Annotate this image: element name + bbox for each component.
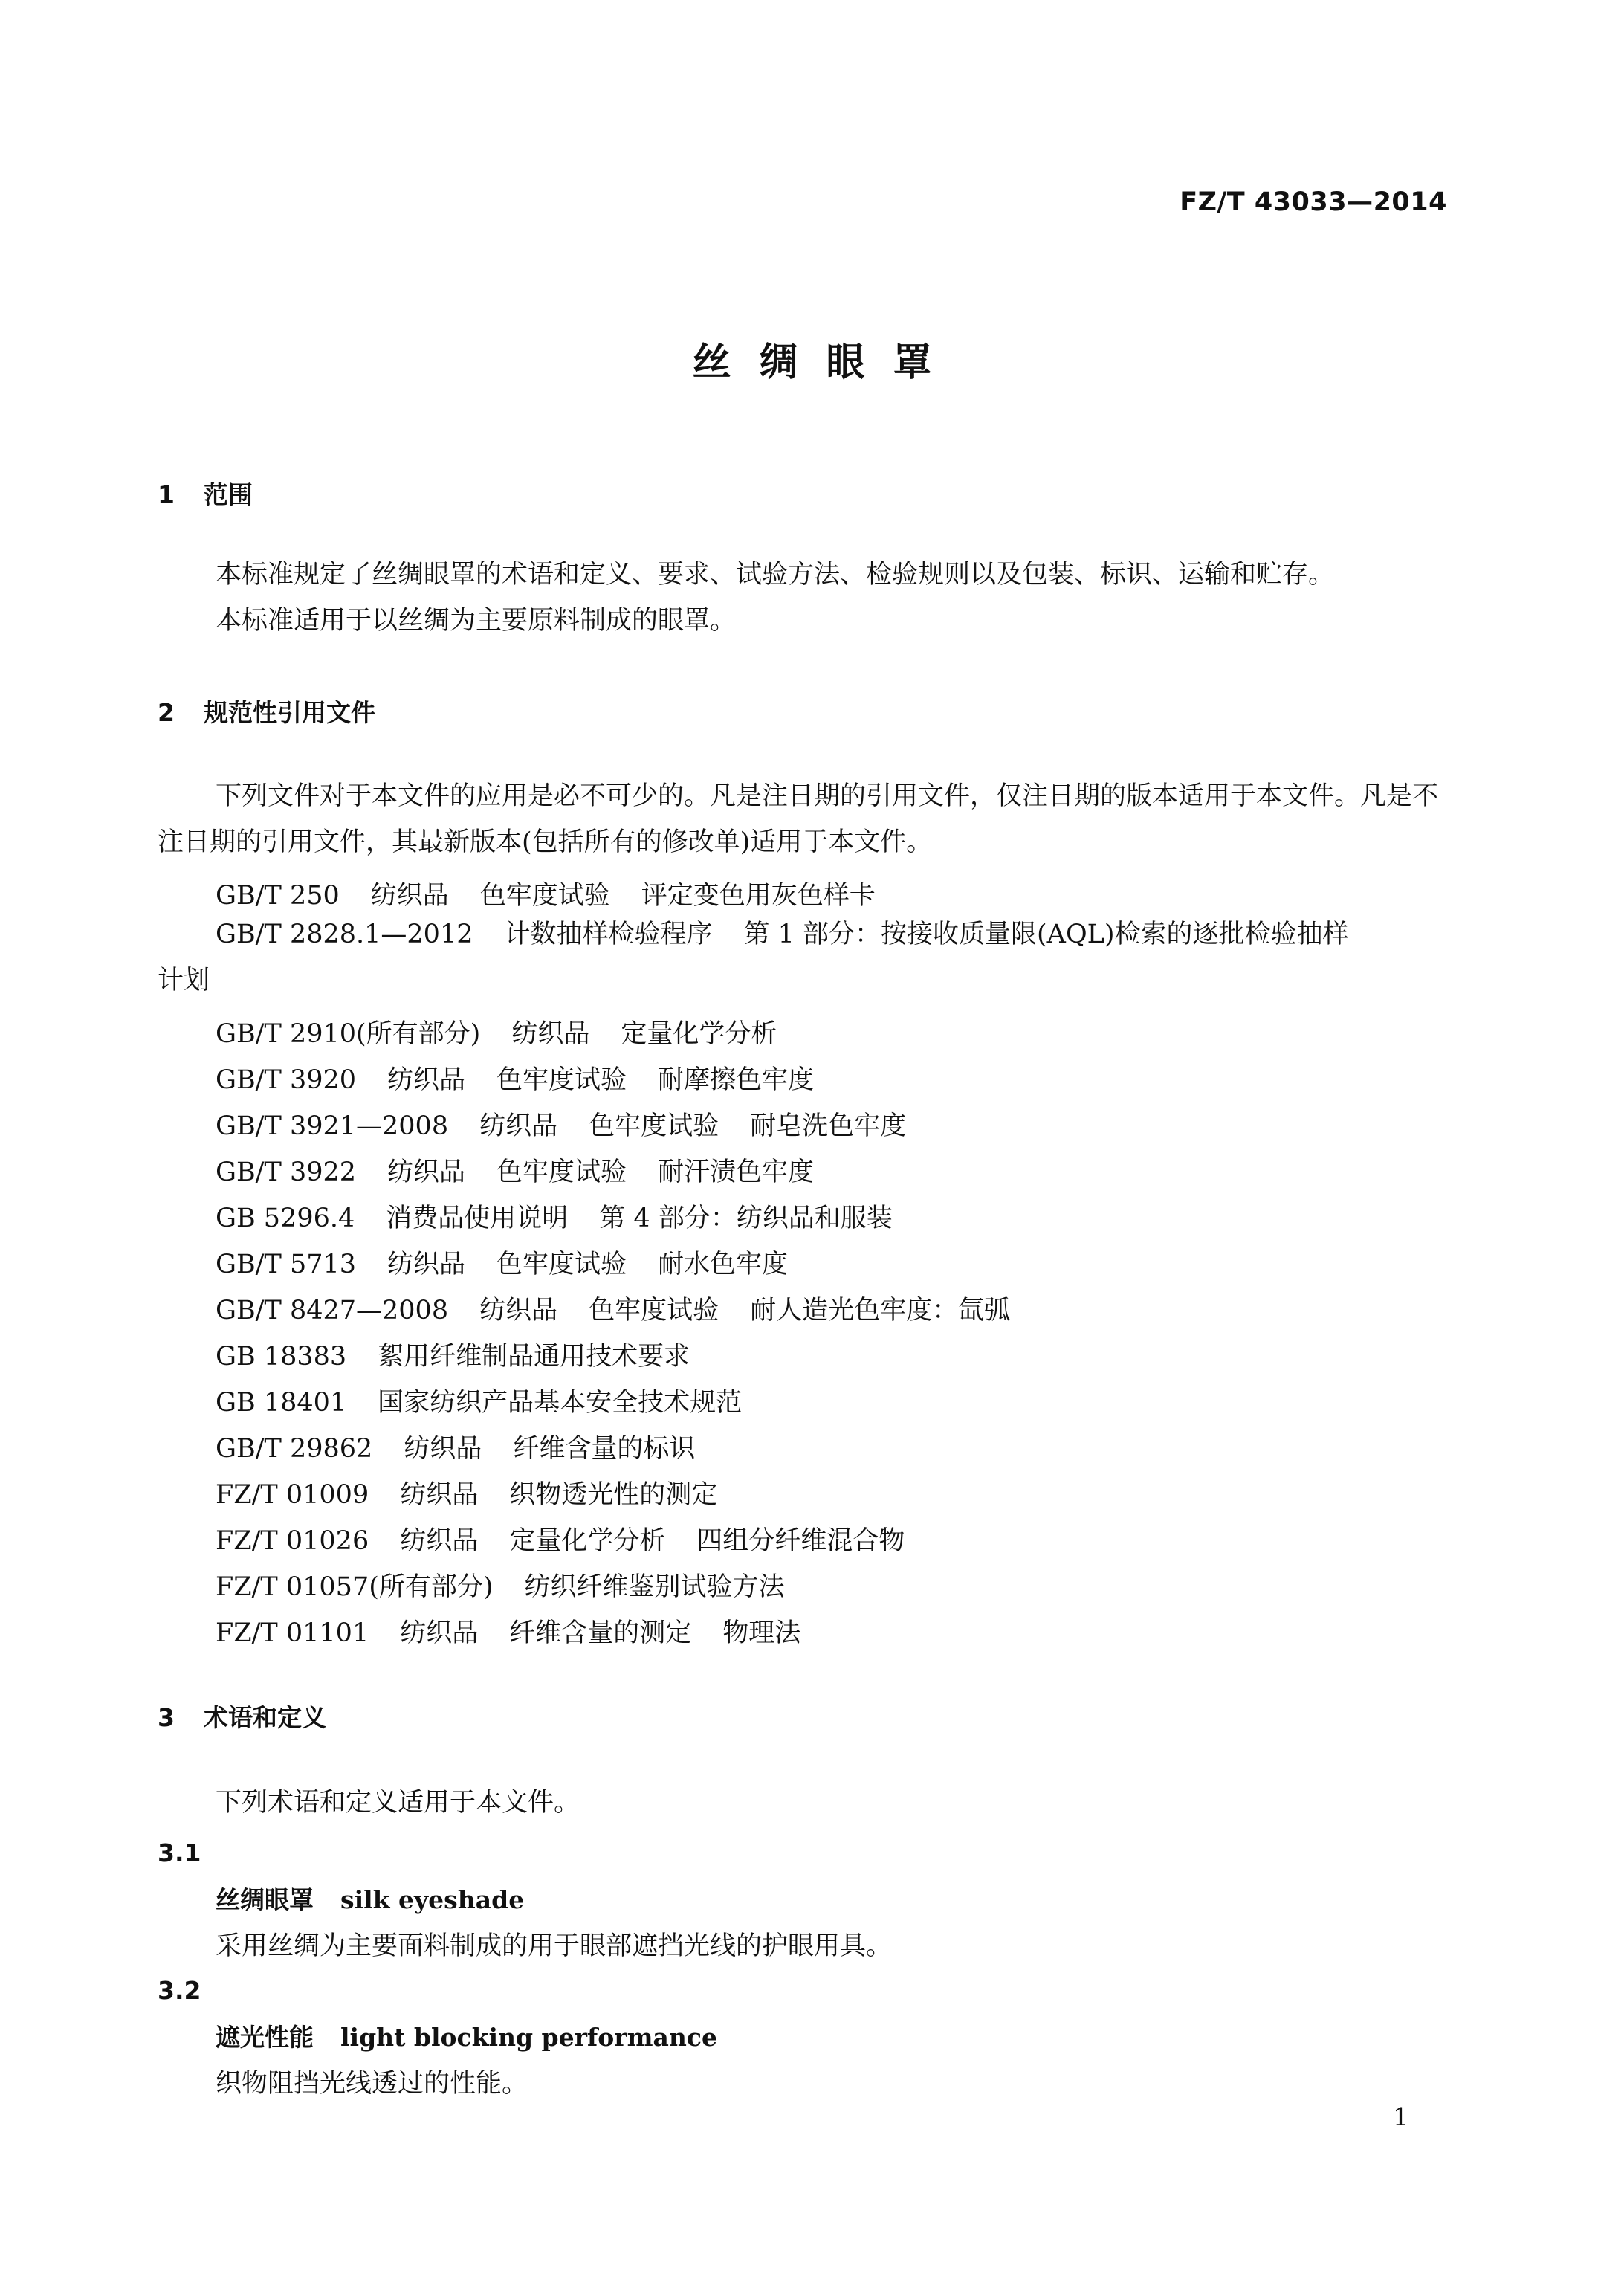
reference-code: FZ/T 01057(所有部分)	[216, 1572, 494, 1602]
reference-title-part: 耐人造光色牢度：氙弧	[750, 1296, 1011, 1325]
reference-code: FZ/T 01009	[216, 1480, 369, 1510]
reference-item	[216, 1105, 906, 1143]
reference-title-part: 纺织品	[387, 1065, 466, 1095]
reference-title-part: 色牢度试验	[496, 1065, 627, 1095]
term-definition: 采用丝绸为主要面料制成的用于眼部遮挡光线的护眼用具。	[216, 1931, 893, 1961]
term-number: 3.2	[158, 1976, 201, 2005]
term-name-zh: 遮光性能	[216, 2023, 314, 2052]
reference-item	[216, 1474, 717, 1511]
reference-item	[216, 1152, 814, 1189]
section-title: 范围	[204, 480, 253, 509]
reference-code: GB/T 8427—2008	[216, 1296, 449, 1325]
section-number: 1	[158, 480, 175, 509]
reference-title-part: 耐摩擦色牢度	[658, 1065, 815, 1095]
reference-title-part: 第 4 部分：纺织品和服装	[599, 1204, 893, 1233]
reference-item	[158, 911, 1451, 1004]
reference-code: FZ/T 01101	[216, 1618, 369, 1648]
reference-title-part: 计数抽样检验程序	[504, 920, 713, 949]
term-name-en: light blocking performance	[340, 2023, 717, 2052]
reference-title-part: 耐水色牢度	[658, 1250, 789, 1279]
section-1-heading	[158, 476, 253, 511]
reference-title-continuation: 计划	[158, 966, 210, 995]
reference-code: GB/T 2828.1—2012	[216, 920, 473, 949]
term-name-zh: 丝绸眼罩	[216, 1885, 314, 1914]
reference-item	[216, 1013, 777, 1050]
reference-title-part: 纺织品	[387, 1250, 466, 1279]
reference-item	[216, 1382, 742, 1419]
section-title: 规范性引用文件	[204, 698, 375, 727]
reference-title-part: 絮用纤维制品通用技术要求	[378, 1342, 690, 1372]
reference-title-part: 色牢度试验	[496, 1250, 627, 1279]
reference-item	[216, 1290, 1010, 1327]
term-name-en: silk eyeshade	[340, 1885, 525, 1914]
reference-title-part: 消费品使用说明	[386, 1204, 569, 1233]
standard-code: FZ/T 43033—2014	[1180, 187, 1447, 217]
reference-title-part: 纺织品	[400, 1480, 479, 1510]
reference-title-part: 纺织品	[387, 1157, 466, 1187]
reference-title-part: 耐汗渍色牢度	[658, 1157, 815, 1187]
term-number: 3.1	[158, 1838, 201, 1867]
reference-code: FZ/T 01026	[216, 1526, 369, 1556]
reference-code: GB/T 3920	[216, 1065, 357, 1095]
document-title: 丝绸眼罩	[692, 340, 960, 385]
section-3-heading	[158, 1699, 326, 1734]
section-number: 3	[158, 1703, 175, 1732]
reference-title-part: 纺织纤维鉴别试验方法	[524, 1572, 785, 1602]
term-definition: 织物阻挡光线透过的性能。	[216, 2069, 528, 2099]
reference-title-part: 纺织品	[479, 1111, 558, 1141]
reference-title-part: 纺织品	[511, 1019, 590, 1049]
references-intro: 下列文件对于本文件的应用是必不可少的。凡是注日期的引用文件，仅注日期的版本适用于本文件。凡是不注日期的引用文件，其最新版本(包括所有的修改单)适用于本文件。	[158, 781, 1439, 857]
reference-title-part: 评定变色用灰色样卡	[641, 881, 876, 911]
reference-title-part: 定量化学分析	[621, 1019, 777, 1049]
scope-paragraph-2: 本标准适用于以丝绸为主要原料制成的眼罩。	[216, 606, 737, 636]
reference-item	[216, 1198, 893, 1235]
reference-item	[216, 1244, 788, 1281]
reference-code: GB/T 250	[216, 881, 340, 911]
reference-title-part: 纤维含量的标识	[513, 1434, 696, 1464]
reference-title-part: 纺织品	[400, 1618, 479, 1648]
reference-code: GB/T 3921—2008	[216, 1111, 449, 1141]
reference-code: GB 18383	[216, 1342, 347, 1372]
reference-title-part: 色牢度试验	[589, 1111, 719, 1141]
reference-title-part: 色牢度试验	[496, 1157, 627, 1187]
reference-title-part: 物理法	[722, 1618, 801, 1648]
terms-intro: 下列术语和定义适用于本文件。	[216, 1788, 580, 1818]
reference-code: GB/T 29862	[216, 1434, 373, 1464]
reference-title-part: 第 1 部分：按接收质量限(AQL)检索的逐批检验抽样	[743, 920, 1349, 949]
reference-title-part: 纺织品	[479, 1296, 558, 1325]
reference-title-part: 纺织品	[404, 1434, 482, 1464]
reference-title-part: 色牢度试验	[589, 1296, 719, 1325]
reference-title-part: 纺织品	[400, 1526, 479, 1556]
page-number: 1	[1393, 2102, 1408, 2131]
reference-code: GB 18401	[216, 1388, 347, 1418]
reference-title-part: 国家纺织产品基本安全技术规范	[378, 1388, 743, 1418]
reference-item	[216, 1520, 905, 1557]
reference-item	[216, 1336, 690, 1373]
reference-item	[216, 1612, 800, 1650]
reference-item	[216, 1428, 695, 1465]
reference-title-part: 耐皂洗色牢度	[750, 1111, 907, 1141]
reference-code: GB 5296.4	[216, 1204, 355, 1233]
term-name	[216, 1881, 524, 1916]
section-number: 2	[158, 698, 175, 727]
reference-code: GB/T 2910(所有部分)	[216, 1019, 481, 1049]
reference-title-part: 纤维含量的测定	[509, 1618, 692, 1648]
section-2-heading	[158, 694, 375, 729]
reference-title-part: 色牢度试验	[479, 881, 610, 911]
reference-item	[216, 1059, 814, 1096]
reference-title-part: 织物透光性的测定	[509, 1480, 718, 1510]
reference-title-part: 定量化学分析	[509, 1526, 666, 1556]
reference-item	[216, 1566, 785, 1603]
scope-paragraph-1: 本标准规定了丝绸眼罩的术语和定义、要求、试验方法、检验规则以及包装、标识、运输和贮存。	[216, 560, 1335, 590]
reference-item	[216, 875, 876, 912]
term-name	[216, 2018, 717, 2053]
reference-code: GB/T 3922	[216, 1157, 357, 1187]
reference-title-part: 纺织品	[370, 881, 449, 911]
reference-title-part: 四组分纤维混合物	[696, 1526, 905, 1556]
section-title: 术语和定义	[204, 1703, 326, 1732]
reference-code: GB/T 5713	[216, 1250, 357, 1279]
